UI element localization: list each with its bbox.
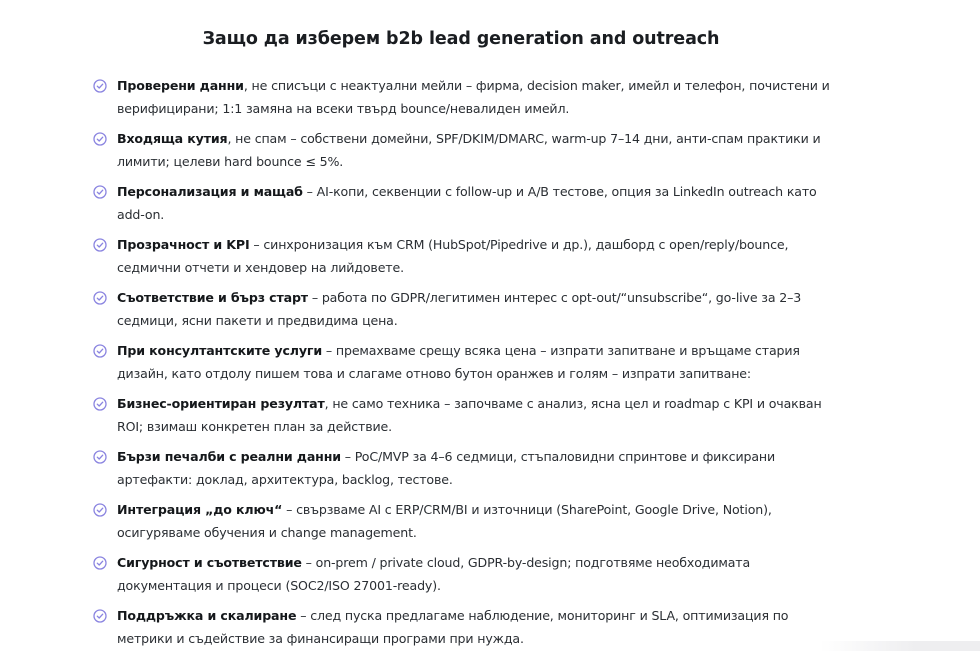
list-item-title: Прозрачност и KPI (117, 237, 250, 252)
list-item (91, 340, 841, 393)
list-item-text: , не списъци с неактуални мейли – фирма, decision maker, имейл и телефон, почистени и верифицирани; 1:1 замяна на всеки твърд bounce/невалиден имейл. (117, 78, 830, 116)
list-item-text: – след пуска предлагаме наблюдение, мониторинг и SLA, оптимизация по метрики и съдействие за финансиращи програми при нужда. (117, 608, 789, 646)
check-circle-icon (93, 185, 107, 199)
page-title: Защо да изберем b2b lead generation and outreach (202, 29, 720, 49)
list-item (91, 605, 841, 658)
list-item-title: При консултантските услуги (117, 343, 323, 358)
check-circle-icon (93, 609, 107, 623)
list-item-text: – работа по GDPR/легитимен интерес с opt-out/“unsubscribe“, go-live за 2–3 седмици, ясни пакети и предвидима цена. (117, 290, 802, 328)
check-circle-icon (93, 291, 107, 305)
list-item-title: Съответствие и бърз старт (117, 290, 308, 305)
check-circle-icon (93, 238, 107, 252)
list-item-title: Входяща кутия (117, 131, 228, 146)
list-item-text: , не спам – собствени домейни, SPF/DKIM/DMARC, warm-up 7–14 дни, анти-спам практики и лимити; целеви hard bounce ≤ 5%. (117, 131, 821, 169)
list-item (91, 287, 841, 340)
list-item (91, 128, 841, 181)
list-item-text: – премахваме срещу всяка цена – изпрати запитване и връщаме стария дизайн, като отдолу пишем това и слагаме отново бутон оранжев и голям – изпрати запитване: (117, 343, 800, 381)
list-item-title: Сигурност и съответствие (117, 555, 302, 570)
list-item-text: , не само техника – започваме с анализ, ясна цел и roadmap с KPI и очакван ROI; взимаш конкретен план за действие. (117, 396, 822, 434)
list-item-title: Проверени данни (117, 78, 244, 93)
list-item (91, 181, 841, 234)
list-item (91, 499, 841, 552)
list-item-text: – AI-копи, секвенции с follow-up и A/B тестове, опция за LinkedIn outreach като add-on. (117, 184, 817, 222)
list-item-title: Персонализация и мащаб (117, 184, 303, 199)
check-circle-icon (93, 397, 107, 411)
list-item-title: Поддръжка и скалиране (117, 608, 297, 623)
check-circle-icon (93, 503, 107, 517)
scroll-edge-shade (820, 641, 980, 651)
list-item (91, 552, 841, 605)
check-circle-icon (93, 344, 107, 358)
list-item (91, 234, 841, 287)
check-circle-icon (93, 132, 107, 146)
list-item-text: – PoC/MVP за 4–6 седмици, стъпаловидни спринтове и фиксирани артефакти: доклад, архитектура, backlog, тестове. (117, 449, 776, 487)
list-item-title: Бизнес-ориентиран резултат (117, 396, 325, 411)
list-item-text: – синхронизация към CRM (HubSpot/Pipedrive и др.), дашборд с open/reply/bounce, седмични отчети и хендовер на лийдовете. (117, 237, 789, 275)
check-circle-icon (93, 556, 107, 570)
list-item-title: Бързи печалби с реални данни (117, 449, 341, 464)
list-item (91, 446, 841, 499)
feature-list (91, 75, 841, 658)
list-item (91, 75, 841, 128)
list-item (91, 393, 841, 446)
list-item-title: Интеграция „до ключ“ (117, 502, 283, 517)
list-item-text: – on-prem / private cloud, GDPR-by-design; подготвяме необходимата документация и процеси (SOC2/ISO 27001-ready). (117, 555, 751, 593)
list-item-text: – свързваме AI с ERP/CRM/BI и източници (SharePoint, Google Drive, Notion), осигуряваме обучения и change management. (117, 502, 772, 540)
check-circle-icon (93, 450, 107, 464)
check-circle-icon (93, 79, 107, 93)
